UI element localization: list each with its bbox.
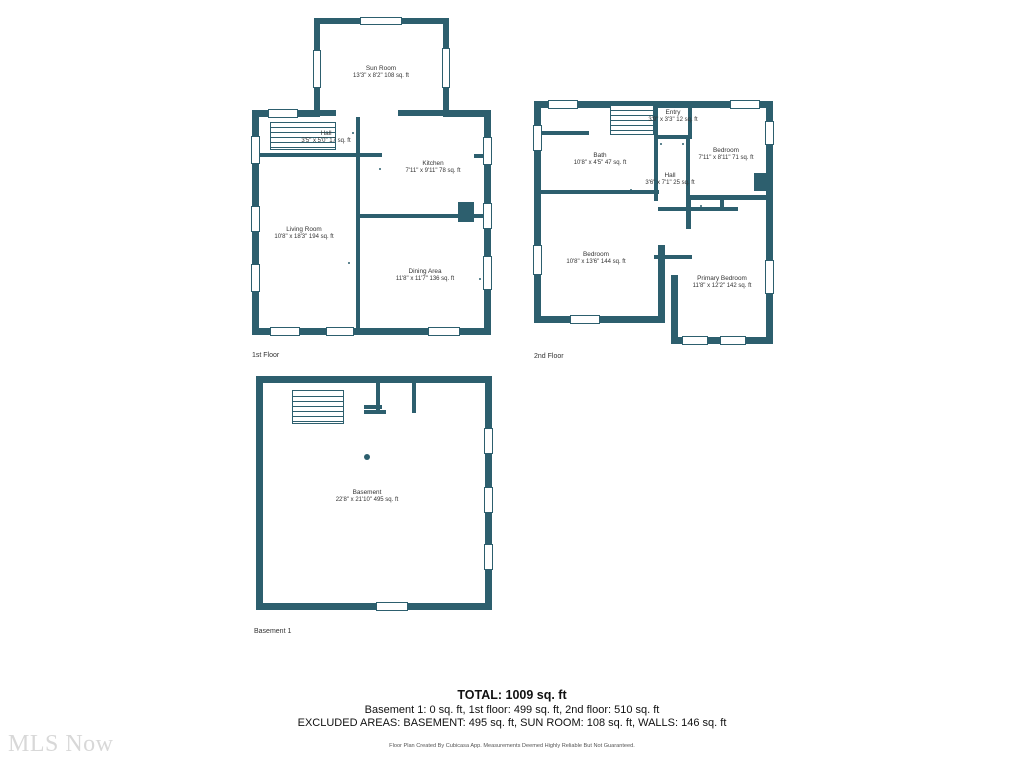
first-floor-window-left-lower xyxy=(251,264,260,292)
second-floor-wall-hall-right xyxy=(654,139,658,201)
second-floor-window-bottom-left xyxy=(570,315,600,324)
room-label-sunroom xyxy=(316,65,446,81)
second-floor-door-marker-b xyxy=(682,143,684,145)
second-floor-door-marker-a xyxy=(660,143,662,145)
first-floor-column xyxy=(458,202,474,222)
mls-watermark: MLS Now xyxy=(8,731,114,757)
basement-wall-bottom xyxy=(256,603,492,610)
room-dims-living: 10'8" x 18'3" 194 sq. ft xyxy=(274,234,334,240)
room-name-hall-first: Hall xyxy=(320,130,332,137)
room-dims-entry: 3'9" x 3'3" 12 sq. ft xyxy=(648,117,698,123)
second-floor-wall-hall-lower xyxy=(686,195,691,229)
room-label-bedroom-upper-right xyxy=(680,147,772,163)
room-label-bedroom-left xyxy=(544,251,648,267)
first-floor-window-right-mid xyxy=(483,203,492,229)
summary-breakdown: Basement 1: 0 sq. ft, 1st floor: 499 sq. ft, 2nd floor: 510 sq. ft xyxy=(364,704,660,716)
first-floor-interior-wall-hall-bottom xyxy=(259,153,359,157)
room-dims-bedroom-left: 10'8" x 13'6" 144 sq. ft xyxy=(566,259,626,265)
floor-label-second: 2nd Floor xyxy=(534,353,564,360)
second-floor-wall-mid xyxy=(658,207,692,211)
second-floor-window-bottom-b xyxy=(720,336,746,345)
room-name-entry: Entry xyxy=(665,109,681,116)
stairs-basement xyxy=(292,390,344,424)
second-floor-window-right-upper xyxy=(765,121,774,145)
floorplan-basement xyxy=(252,372,502,642)
summary-total: TOTAL: 1009 sq. ft xyxy=(457,688,567,702)
room-dims-bath: 10'8" x 4'5" 47 sq. ft xyxy=(573,160,627,166)
basement-interior-wall-b xyxy=(412,383,416,413)
sunroom-wall-bottom-right xyxy=(398,110,449,116)
second-floor-wall-bedroom-bottom xyxy=(654,255,692,259)
floorplan-first-floor xyxy=(248,10,498,370)
room-dims-hall-second: 3'6" x 7'1" 25 sq. ft xyxy=(645,180,695,186)
floor-label-first: 1st Floor xyxy=(252,352,280,359)
first-floor-interior-wall-dining-left xyxy=(356,153,360,335)
second-floor-wall-bedroom-right-bottom xyxy=(686,195,768,200)
room-dims-primary-bedroom: 11'8" x 12'2" 142 sq. ft xyxy=(692,283,752,289)
second-floor-wall-bath-left xyxy=(541,131,589,135)
room-name-living: Living Room xyxy=(286,226,322,233)
room-dims-kitchen: 7'11" x 9'11" 78 sq. ft xyxy=(405,168,461,174)
room-dims-dining: 11'8" x 11'7" 136 sq. ft xyxy=(395,276,455,282)
door-marker-c xyxy=(438,216,440,218)
first-floor-window-bottom-left xyxy=(270,327,300,336)
room-name-sunroom: Sun Room xyxy=(365,65,397,72)
second-floor-window-left-upper xyxy=(533,125,542,151)
room-label-hall-second xyxy=(622,172,718,188)
second-floor-window-top-left xyxy=(548,100,578,109)
basement-window-right-upper xyxy=(484,428,493,454)
second-floor-column xyxy=(754,173,768,191)
room-name-hall-second: Hall xyxy=(664,172,676,179)
first-floor-door-bottom-mid xyxy=(326,327,354,336)
second-floor-wall-hall-bottom xyxy=(686,207,738,211)
room-label-living xyxy=(252,226,356,242)
room-name-bedroom-left: Bedroom xyxy=(583,251,609,258)
basement-window-right-lower xyxy=(484,544,493,570)
room-dims-basement: 22'8" x 21'10" 495 sq. ft xyxy=(335,497,399,503)
basement-wall-left xyxy=(256,376,263,610)
first-floor-window-left-upper xyxy=(251,136,260,164)
room-name-bedroom-upper-right: Bedroom xyxy=(713,147,739,154)
room-label-entry xyxy=(638,109,708,125)
first-floor-window-right-lower xyxy=(483,256,492,290)
summary-credit: Floor Plan Created By Cubicasa App. Measurements Deemed Highly Reliable But Not Guaranteed. xyxy=(389,743,635,749)
sunroom-wall-top-right xyxy=(419,18,449,24)
floorplan-second-floor xyxy=(530,95,790,375)
basement-window-bottom xyxy=(376,602,408,611)
basement-wall-top xyxy=(256,376,492,383)
sunroom-window-top xyxy=(360,17,402,25)
floor-label-basement: Basement 1 xyxy=(254,628,292,635)
room-label-kitchen xyxy=(378,160,488,176)
room-dims-sunroom: 13'3" x 8'2" 108 sq. ft xyxy=(353,73,409,79)
room-dims-bedroom-upper-right: 7'11" x 8'11" 71 sq. ft xyxy=(698,155,754,161)
room-name-basement: Basement xyxy=(352,489,382,496)
room-name-dining: Dining Area xyxy=(408,268,442,275)
summary-excluded: EXCLUDED AREAS: BASEMENT: 495 sq. ft, SUN ROOM: 108 sq. ft, WALLS: 146 sq. ft xyxy=(297,717,727,729)
second-floor-door-marker-e xyxy=(664,255,666,257)
room-name-primary-bedroom: Primary Bedroom xyxy=(697,275,747,282)
room-name-kitchen: Kitchen xyxy=(422,160,444,167)
basement-center-marker xyxy=(364,454,370,460)
room-label-primary-bedroom xyxy=(672,275,772,291)
first-floor-wall-nub xyxy=(474,154,484,158)
second-floor-wall-closet xyxy=(720,195,724,211)
room-label-bath xyxy=(550,152,650,168)
room-dims-hall-first: 3'5" x 5'0" 17 sq. ft xyxy=(301,138,351,144)
second-floor-window-left-lower xyxy=(533,245,542,275)
second-floor-wall-bath-bottom xyxy=(541,190,659,194)
summary-block xyxy=(0,688,1024,729)
room-label-dining xyxy=(366,268,484,284)
second-floor-window-bottom-a xyxy=(682,336,708,345)
second-floor-door-marker-d xyxy=(700,205,702,207)
second-floor-window-top-right xyxy=(730,100,760,109)
first-floor-window-top-left xyxy=(268,109,298,118)
second-floor-door-marker-c xyxy=(630,189,632,191)
room-name-bath: Bath xyxy=(593,152,607,159)
first-floor-window-bottom-right xyxy=(428,327,460,336)
room-label-hall-first xyxy=(278,130,374,146)
basement-interior-wall-d xyxy=(364,410,386,414)
basement-interior-wall-c xyxy=(364,405,382,409)
room-label-basement xyxy=(312,489,422,505)
basement-window-right-mid xyxy=(484,487,493,513)
door-marker-d xyxy=(348,262,350,264)
